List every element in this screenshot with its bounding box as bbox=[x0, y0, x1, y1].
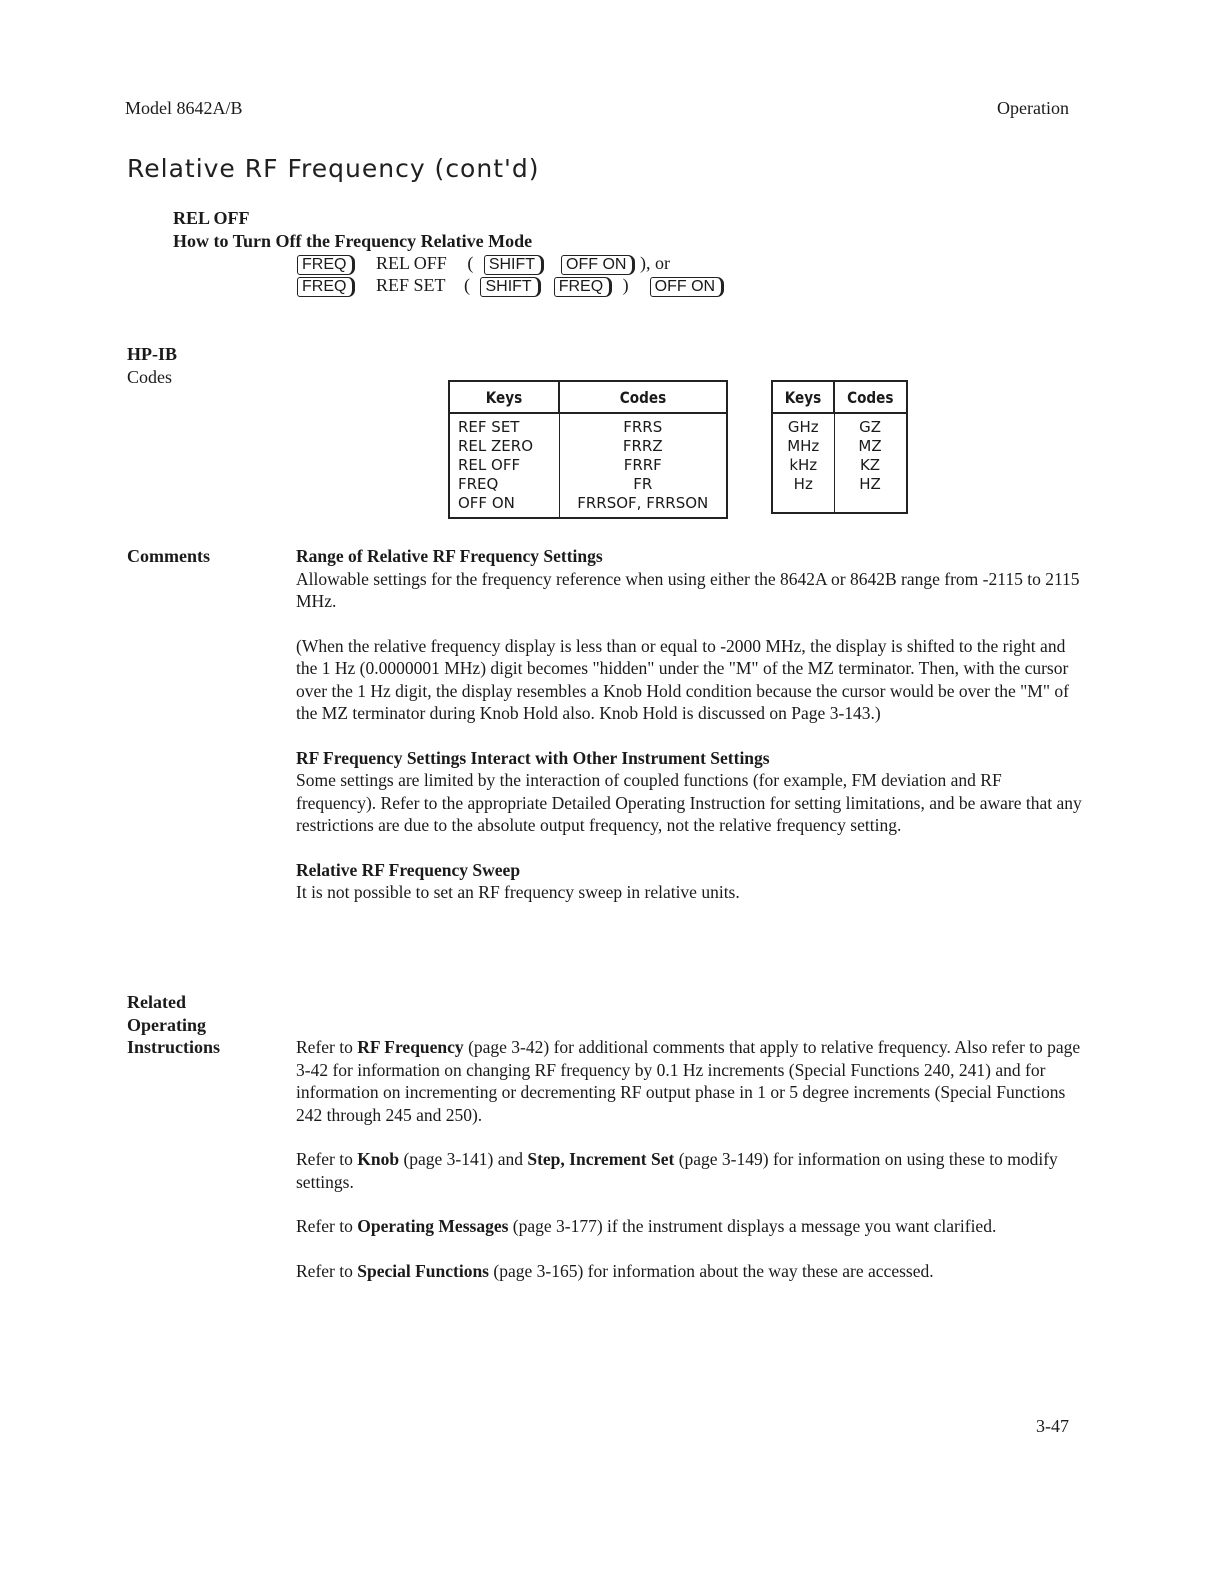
code-cell: FRRF bbox=[559, 456, 727, 475]
rel-off-subheading: How to Turn Off the Frequency Relative Mode bbox=[173, 231, 533, 251]
table-row bbox=[772, 413, 907, 437]
close-paren: ) bbox=[622, 275, 629, 295]
text-run: (page 3-149) for information on using these to modify settings. bbox=[296, 1149, 1058, 1192]
related-paragraph-4 bbox=[296, 1260, 1086, 1283]
code-cell: FRRS bbox=[559, 413, 727, 437]
rel-off-heading: REL OFF bbox=[173, 208, 250, 228]
key-sequence-1 bbox=[297, 253, 670, 275]
code-cell: GZ bbox=[834, 413, 907, 437]
table-row bbox=[772, 475, 907, 513]
table-row bbox=[772, 456, 907, 475]
key-cell: GHz bbox=[772, 413, 834, 437]
table-header: Keys bbox=[457, 381, 551, 413]
code-cell: MZ bbox=[834, 437, 907, 456]
table-header: Codes bbox=[572, 381, 715, 413]
code-cell: FR bbox=[559, 475, 727, 494]
text-run: (page 3-42) for additional comments that apply to relative frequency. Also refer to page 3-42 for information on changing RF frequency by 0.1 Hz increments (Special Functions 240, 241) and for information on incrementing or decrementing RF output phase in 1 or 5 degree increments (Special Functions 242 through 245 and 250). bbox=[296, 1037, 1081, 1125]
table-row bbox=[449, 456, 727, 475]
freq-key: FREQ bbox=[297, 255, 355, 275]
code-cell: HZ bbox=[834, 475, 907, 513]
key-sequence-2 bbox=[297, 275, 724, 297]
text-run: Refer to bbox=[296, 1260, 358, 1281]
freq-key: FREQ bbox=[297, 277, 355, 297]
code-cell: FRRSOF, FRRSON bbox=[559, 494, 727, 518]
code-cell: FRRZ bbox=[559, 437, 727, 456]
related-paragraph-2 bbox=[296, 1148, 1086, 1193]
shift-key: SHIFT bbox=[480, 277, 540, 297]
text-run: Refer to bbox=[296, 1149, 358, 1169]
interact-text: Some settings are limited by the interaction of coupled functions (for example, FM deviation and RF frequency). Refer to the appropriate Detailed Operating Instruction for setting limitations, and be aware that any restrictions are due to the absolute output frequency, not the relative frequency setting. bbox=[296, 770, 1082, 835]
codes-label: Codes bbox=[127, 367, 172, 387]
range-heading: Range of Relative RF Frequency Settings bbox=[296, 546, 603, 566]
table-header: Codes bbox=[839, 381, 901, 413]
rf-frequency-reference: RF Frequency bbox=[357, 1037, 464, 1057]
step-increment-reference: Step, Increment Set bbox=[527, 1149, 675, 1169]
table-header: Keys bbox=[777, 381, 830, 413]
key-cell: MHz bbox=[772, 437, 834, 456]
instructions-label: Instructions bbox=[127, 1037, 221, 1057]
page-number: 3-47 bbox=[1036, 1416, 1069, 1436]
key-cell: kHz bbox=[772, 456, 834, 475]
key-cell: OFF ON bbox=[449, 494, 559, 518]
related-paragraph-1 bbox=[296, 1036, 1086, 1126]
text-run: Refer to bbox=[296, 1216, 358, 1236]
units-codes-table bbox=[771, 380, 908, 514]
shift-key: SHIFT bbox=[484, 255, 544, 275]
open-paren: ( bbox=[467, 253, 474, 273]
related-body bbox=[296, 1036, 1086, 1282]
hpib-codes-table bbox=[448, 380, 728, 519]
operating-label: Operating bbox=[127, 1015, 206, 1035]
comments-body bbox=[296, 545, 1086, 904]
open-paren: ( bbox=[463, 275, 470, 295]
knob-reference: Knob bbox=[357, 1149, 400, 1169]
key-cell: REL ZERO bbox=[449, 437, 559, 456]
text-run: (page 3-177) if the instrument displays a message you want clarified. bbox=[508, 1216, 997, 1236]
key-cell: Hz bbox=[772, 475, 834, 513]
interact-heading: RF Frequency Settings Interact with Other Instrument Settings bbox=[296, 747, 770, 768]
code-cell: KZ bbox=[834, 456, 907, 475]
related-label: Related bbox=[127, 992, 186, 1012]
table-row bbox=[449, 413, 727, 437]
freq-key: FREQ bbox=[554, 277, 612, 297]
key-sequence-text: REL OFF bbox=[375, 253, 447, 273]
hpib-label: HP-IB bbox=[127, 344, 178, 364]
key-cell: FREQ bbox=[449, 475, 559, 494]
text-run: (page 3-165) for information about the way these are accessed. bbox=[489, 1260, 934, 1281]
off-on-key: OFF ON bbox=[650, 277, 724, 297]
header-section: Operation bbox=[997, 98, 1069, 118]
header-model: Model 8642A/B bbox=[125, 98, 243, 118]
comments-label: Comments bbox=[127, 546, 210, 566]
paren-text: (When the relative frequency display is less than or equal to -2000 MHz, the display is shifted to the right and the 1 Hz (0.0000001 MHz) digit becomes "hidden" under the "M" of the MZ terminator. Then, with the cursor over the 1 Hz digit, the display resembles a Knob Hold condition because the cursor would be over the "M" of the MZ terminator during Knob Hold also. Knob Hold is discussed on Page 3-143.) bbox=[296, 635, 1069, 723]
range-text: Allowable settings for the frequency reference when using either the 8642A or 8642B range from -2115 to 2115 MHz. bbox=[296, 568, 1080, 611]
special-functions-reference: Special Functions bbox=[357, 1260, 489, 1281]
operating-messages-reference: Operating Messages bbox=[357, 1216, 509, 1236]
text-run: (page 3-141) and bbox=[399, 1149, 528, 1169]
close-paren: ), or bbox=[639, 253, 670, 273]
key-sequence-text: REF SET bbox=[375, 275, 446, 295]
table-row bbox=[772, 437, 907, 456]
table-row bbox=[449, 437, 727, 456]
related-paragraph-3 bbox=[296, 1215, 1086, 1238]
off-on-key: OFF ON bbox=[561, 255, 635, 275]
table-row bbox=[449, 494, 727, 518]
table-row bbox=[449, 475, 727, 494]
page-title: Relative RF Frequency (cont'd) bbox=[127, 154, 540, 183]
key-cell: REL OFF bbox=[449, 456, 559, 475]
text-run: Refer to bbox=[296, 1037, 358, 1057]
sweep-heading: Relative RF Frequency Sweep bbox=[296, 859, 521, 880]
sweep-text: It is not possible to set an RF frequency sweep in relative units. bbox=[296, 882, 740, 902]
key-cell: REF SET bbox=[449, 413, 559, 437]
